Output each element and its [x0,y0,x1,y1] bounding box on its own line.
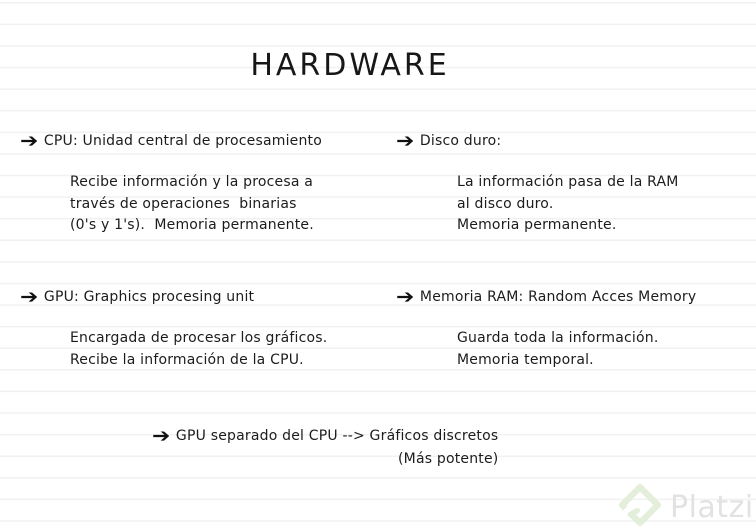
note-heading-text: GPU: Graphics procesing unit [43,289,255,305]
note-disco-body [457,172,679,237]
note-cpu-heading [20,130,323,152]
footnote-text: GPU separado del CPU --> Gráficos discretos [175,428,499,444]
note-body-line: Memoria temporal. [457,351,594,368]
note-ram-body [457,328,658,371]
footnote-line1 [152,425,499,447]
arrow-right-icon: ➔ [20,286,39,308]
page-title: HARDWARE [250,48,450,83]
arrow-right-icon: ➔ [152,425,171,447]
note-cpu-body [70,172,314,237]
note-body-line: Guarda toda la información. [457,330,659,346]
note-heading-text: CPU: Unidad central de procesamiento [43,133,323,149]
note-body-line: Recibe información y la procesa a [70,174,314,190]
watermark [618,482,754,530]
note-body-line: La información pasa de la RAM [457,174,679,190]
note-body-line: (0's y 1's). Memoria permanente. [70,217,314,234]
arrow-right-icon: ➔ [20,130,39,152]
note-heading-text: Disco duro: [419,133,502,149]
note-body-line: Encargada de procesar los gráficos. [70,330,328,346]
arrow-right-icon: ➔ [396,286,415,308]
note-gpu-body [70,328,327,371]
platzi-logo-icon [618,482,662,530]
note-ram-heading [396,286,697,308]
note-body-line: Memoria permanente. [457,217,617,234]
footnote-line2: (Más potente) [398,451,499,467]
note-disco-heading [396,130,502,152]
arrow-right-icon: ➔ [396,130,415,152]
note-body-line: través de operaciones binarias [70,195,297,212]
note-body-line: Recibe la información de la CPU. [70,351,304,368]
note-heading-text: Memoria RAM: Random Acces Memory [419,289,697,305]
note-body-line: al disco duro. [457,195,554,212]
watermark-brand: Platzi [670,489,754,525]
note-gpu-heading [20,286,255,308]
